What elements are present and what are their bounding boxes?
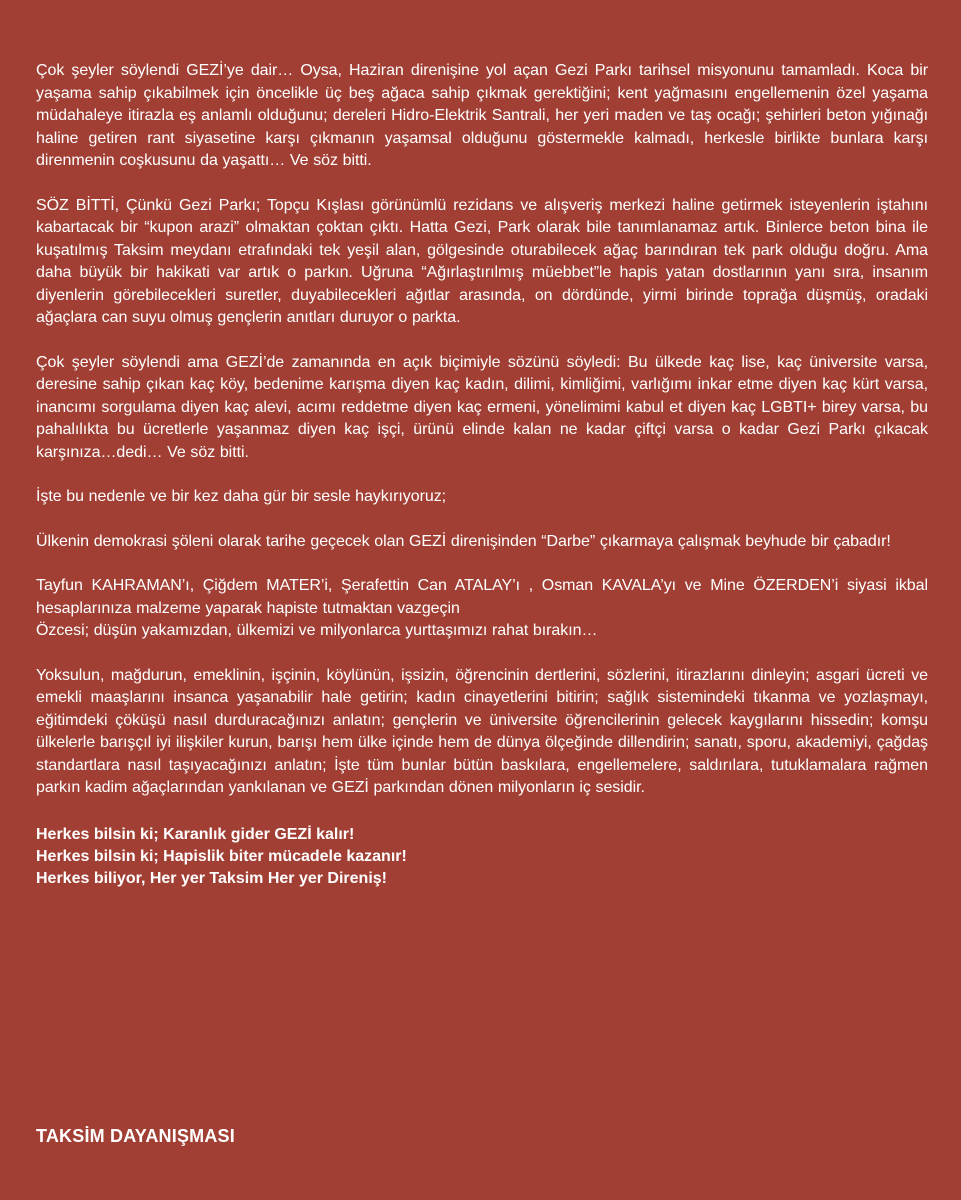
paragraph-gezi-said: Çok şeyler söylendi ama GEZİ’de zamanında en açık biçimiyle sözünü söyledi: Bu ülkede kaç lise, kaç üniversite varsa, deresine sahip çıkan kaç köy, bedenime karışma diyen kaç kadın, dilimi, kimliğimi, varlığımı inkar etme diyen kaç kürt varsa, inancımı sorgulama diyen kaç alevi, acımı reddetme diyen kaç ermeni, yönelimimi kabul et diyen kaç LGBTI+ birey varsa, bu pahalılıkta bu ücretlerle yaşanmaz diyen kaç işçi, ürünü elinde kalan ne kadar çiftçi varsa o kadar Gezi Parkı çıkacak karşınıza…dedi… Ve söz bitti. [36,353,928,461]
paragraph-prisoners [36,575,928,643]
signature: TAKSİM DAYANIŞMASI [36,1126,235,1146]
paragraph-we-shout: İşte bu nedenle ve bir kez daha gür bir sesle haykırıyoruz; [36,488,447,505]
paragraph-prisoners-names: Tayfun KAHRAMAN’ı, Çiğdem MATER’i, Şerafettin Can ATALAY’ı , Osman KAVALA’yı ve Mine ÖZERDEN’i siyasi ikbal hesaplarınıza malzeme yaparak hapiste tutmaktan vazgeçin [36,577,928,617]
statement-body [36,60,928,890]
paragraph-gezi-mission: Çok şeyler söylendi GEZİ’ye dair… Oysa, Haziran direnişine yol açan Gezi Parkı tarihsel misyonunu tamamladı. Koca bir yaşama sahip çıkabilmek için öncelikle üç beş ağaca sahip çıkmak gerektiğini; kent yağmasını engellemenin özel yaşama müdahaleye itirazla eş anlamlı olduğunu; dereleri Hidro-Elektrik Santrali, her yeri maden ve taş ocağı; şehirleri beton yığınağı haline getiren rant siyasetine karşı çıkmanın yaşamsal olduğunu göstermekle kalmadı, herkesle birlikte bunlara karşı direnmenin coşkusunu da yaşattı… Ve söz bitti. [36,62,928,169]
paragraph-prisoners-summary: Özcesi; düşün yakamızdan, ülkemizi ve milyonlarca yurttaşımızı rahat bırakın… [36,622,598,639]
paragraph-soz-bitti: SÖZ BİTTİ, Çünkü Gezi Parkı; Topçu Kışlası görünümlü rezidans ve alışveriş merkezi haline getirmek isteyenlerin iştahını kabartacak bir “kupon arazi” olmaktan çoktan çıktı. Hatta Gezi, Park olarak bile tanımlanamaz artık. Binlerce beton bina ile kuşatılmış Taksim meydanı etrafındaki tek yeşil alan, gölgesinde oturabilecek ağaç barındıran tek park olduğu doğru. Ama daha büyük bir hakikati var artık o parkın. Uğruna “Ağırlaştırılmış müebbet”le hapis yatan dostlarının yanı sıra, insanım diyenlerin görebilecekleri suretler, duyabilecekleri ağıtlar arasında, on dördünde, yirmi birinde toprağa düşmüş, oradaki ağaçlara can suyu olmuş gençlerin anıtları duruyor o parkta. [36,196,928,326]
slogans [36,824,928,890]
slogan-line: Herkes biliyor, Her yer Taksim Her yer Direniş! [36,869,387,887]
paragraph-demands: Yoksulun, mağdurun, emeklinin, işçinin, köylünün, işsizin, öğrencinin dertlerini, sözlerini, itirazlarını dinleyin; asgari ücreti ve emekli maaşlarını insanca yaşanabilir hale getirin; kadın cinayetlerini bitirin; sağlık sistemindeki tıkanma ve yozlaşmayı, eğitimdeki çöküşü nasıl durduracağınızı anlatın; gençlerin ve üniversite öğrencilerinin gelecek kaygılarını hissedin; komşu ülkelerle barışçıl iyi ilişkiler kurun, barışı hem ülke içinde hem de dünya ölçeğinde dillendirin; sanatı, sporu, akademiyi, çağdaş standartlara nasıl taşıyacağınızı anlatın; İşte tüm bunlar bütün baskılara, engellemelere, saldırılara, tutuklamalara rağmen parkın kadim ağaçlarından yankılanan ve GEZİ parkından dönen milyonların iç sesidir. [36,666,928,796]
slogan-line: Herkes bilsin ki; Karanlık gider GEZİ kalır! [36,825,355,843]
slogan-line: Herkes bilsin ki; Hapislik biter mücadele kazanır! [36,847,407,865]
paragraph-coup-claim: Ülkenin demokrasi şöleni olarak tarihe geçecek olan GEZİ direnişinden “Darbe” çıkarmaya çalışmak beyhude bir çabadır! [36,532,891,550]
